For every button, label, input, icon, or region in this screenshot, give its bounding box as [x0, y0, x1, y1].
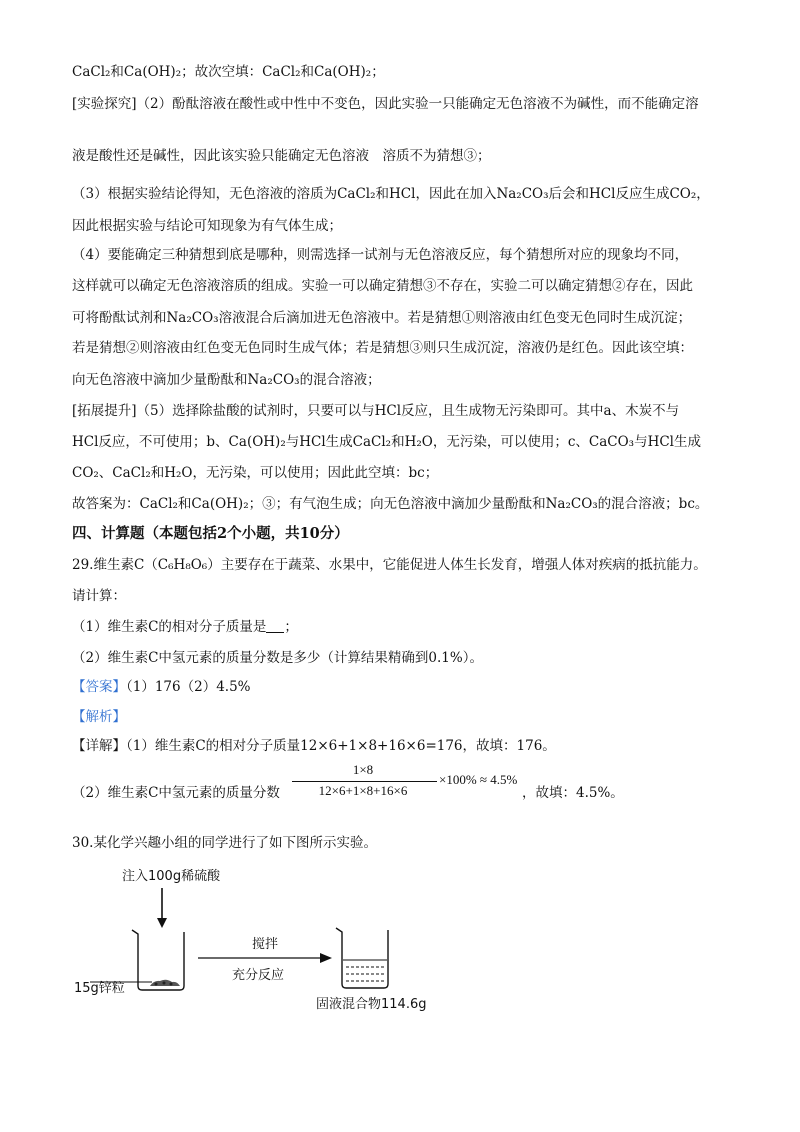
- react-label: 充分反应: [232, 968, 285, 983]
- q29-detail2-prefix: （2）维生素C中氢元素的质量分数: [72, 785, 280, 801]
- q29-detail2-suffix: ，故填：4.5%。: [522, 785, 624, 801]
- fraction-denominator: 12×6+1×8+16×6: [318, 783, 408, 798]
- zinc-label: 15g锌粒: [74, 981, 125, 996]
- text-line-13: CO₂、CaCl₂和H₂O，无污染，可以使用；因此此空填：bc；: [72, 465, 439, 481]
- stir-label: 搅拌: [252, 937, 279, 952]
- left-beaker: [132, 930, 184, 990]
- q29-answer: [72, 677, 251, 697]
- analysis-tag: 【解析】: [72, 709, 126, 725]
- text-line-14: 故答案为：CaCl₂和Ca(OH)₂；③；有气泡生成；向无色溶液中滴加少量酚酞和Na₂CO₃的混合溶液；bc。: [72, 496, 709, 512]
- inject-arrow-head: [157, 918, 167, 928]
- text-line-1: CaCl₂和Ca(OH)₂；故次空填：CaCl₂和Ca(OH)₂；: [72, 64, 385, 80]
- fraction-numerator: 1×8: [352, 762, 374, 777]
- detail1-text: （1）维生素C的相对分子质量12×6+1×8+16×6=176，故填：176。: [126, 738, 556, 754]
- detail-tag: 【详解】: [72, 738, 126, 754]
- q29-ask: 请计算：: [72, 588, 126, 604]
- q29-part1: [72, 617, 298, 637]
- text-line-12: HCl反应，不可使用；b、Ca(OH)₂与HCl生成CaCl₂和H₂O，无污染，可以使用；c、CaCO₃与HCl生成: [72, 434, 702, 450]
- answer-text: （1）176（2）4.5%: [126, 679, 251, 695]
- mixture-label: 固液混合物114.6g: [316, 997, 427, 1012]
- text-line-8: 可将酚酞试剂和Na₂CO₃溶液混合后滴加进无色溶液中。若是猜想①则溶液由红色变无色同时生成沉淀；: [72, 310, 692, 326]
- process-arrow-head: [320, 953, 332, 963]
- text-line-4: （3）根据实验结论得知，无色溶液的溶质为CaCl₂和HCl，因此在加入Na₂CO₃后会和HCl反应生成CO₂，: [72, 186, 710, 202]
- answer-tag: 【答案】: [72, 679, 126, 695]
- fraction-result: ×100% ≈ 4.5%: [439, 772, 518, 787]
- text-line-5: 因此根据实验与结论可知现象为有气体生成；: [72, 218, 342, 234]
- text-line-10: 向无色溶液中滴加少量酚酞和Na₂CO₃的混合溶液；: [72, 372, 381, 388]
- q29-stem: 29.维生素C（C₆H₈O₆）主要存在于蔬菜、水果中，它能促进人体生长发育，增强人体对疾病的抵抗能力。: [72, 557, 707, 573]
- section-heading: 四、计算题（本题包括2个小题，共10分）: [72, 525, 349, 542]
- q29-detail1: [72, 736, 556, 756]
- q29-part2: （2）维生素C中氢元素的质量分数是多少（计算结果精确到0.1%）。: [72, 650, 483, 666]
- q29-part1-suffix: ；: [284, 619, 298, 635]
- fraction-bar: [292, 781, 437, 782]
- text-line-9: 若是猜想②则溶液由红色变无色同时生成气体；若是猜想③则只生成沉淀，溶液仍是红色。因此该空填：: [72, 340, 693, 356]
- experiment-diagram: [70, 862, 470, 1022]
- text-line-3: 液是酸性还是碱性，因此该实验只能确定无色溶液 溶质不为猜想③；: [72, 148, 491, 164]
- q30-stem: 30.某化学兴趣小组的同学进行了如下图所示实验。: [72, 835, 377, 851]
- q29-part1-prefix: （1）维生素C的相对分子质量是: [72, 619, 267, 635]
- text-line-6: （4）要能确定三种猜想到底是哪种，则需选择一试剂与无色溶液反应，每个猜想所对应的现象均不同，: [72, 247, 689, 263]
- right-beaker: [336, 928, 388, 988]
- fraction-formula: [288, 762, 548, 812]
- text-line-2: [实验探究]（2）酚酞溶液在酸性或中性中不变色，因此实验一只能确定无色溶液不为碱性，而不能确定溶: [72, 96, 699, 112]
- answer-blank: [266, 620, 284, 633]
- text-line-7: 这样就可以确定无色溶液溶质的组成。实验一可以确定猜想③不存在，实验二可以确定猜想②存在，因此: [72, 278, 693, 294]
- text-line-11: [拓展提升]（5）选择除盐酸的试剂时，只要可以与HCl反应，且生成物无污染即可。其中a、木炭不与: [72, 403, 680, 419]
- inject-label: 注入100g稀硫酸: [122, 869, 221, 884]
